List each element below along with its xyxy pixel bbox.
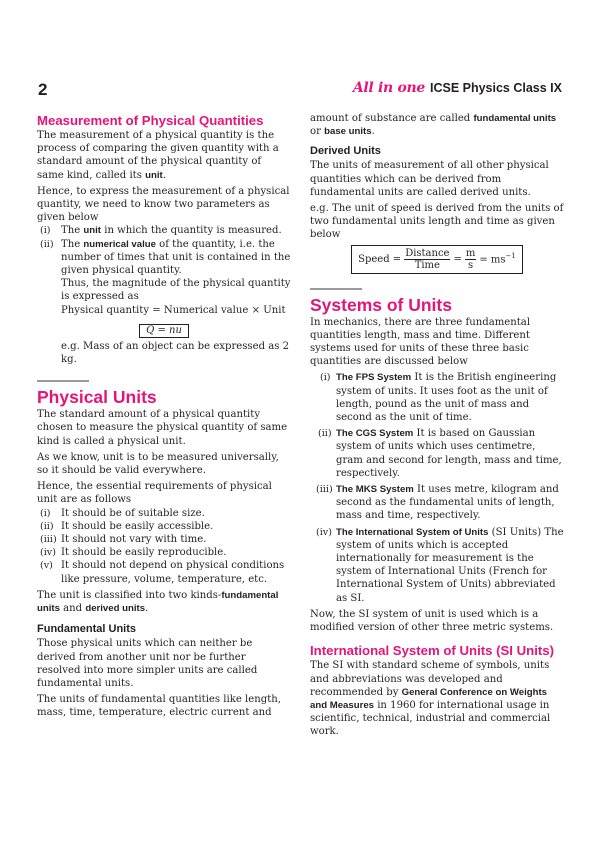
- list-item: (iv) It should be easily reproducible.: [40, 547, 227, 559]
- si-modified-paragraph: Now, the SI system of unit is used which is a modified version of other three metric systems.: [310, 608, 554, 634]
- speed-formula-box: Speed = $\frac{\text{Distance}}{\text{Time}}$ = $\frac{m}{s}$ = $ms^{-1}$: [351, 245, 523, 274]
- parameters-paragraph: Hence, to express the measurement of a physical quantity, we need to know two parameters as given below: [37, 185, 290, 224]
- physical-units-heading: Physical Units: [37, 387, 157, 408]
- m-s-fraction: $\frac{m}{s}$: [465, 247, 476, 271]
- si-paragraph: The SI with standard scheme of symbols, units and abbreviations was developed and recommended by General Conference on Weights and Measures in 1960 for international usage in scientific, technical, industrial and commercial work.: [310, 660, 551, 738]
- universal-paragraph: As we know, unit is to be measured universally, so it should be valid everywhere.: [37, 451, 279, 477]
- measurement-heading: Measurement of Physical Quantities: [37, 113, 264, 128]
- systems-heading: Systems of Units: [310, 294, 452, 315]
- page-number: 2: [38, 80, 48, 99]
- quantity-equation: Physical quantity = Numerical value × Unit: [61, 304, 286, 316]
- list-item: (iv) The International System of Units (SI Units) The system of units which is accepted internationally for measurement is the system of International Units (French for International System of Units) abbreviated as SI.: [316, 526, 564, 604]
- speed-formula-wrap: [310, 245, 564, 274]
- right-column: [310, 112, 564, 739]
- speed-example: e.g. The unit of speed is derived from the units of two fundamental units length and time as given below: [310, 203, 564, 241]
- fundamental-definition: Those physical units which can neither be derived from another unit nor be further resolved into more simpler units are called fundamental units.: [37, 638, 258, 689]
- list-item: (i) It should be of suitable size.: [40, 507, 205, 519]
- list-item: (ii) It should be easily accessible.: [40, 520, 214, 532]
- requirements-intro: Hence, the essential requirements of physical unit are as follows: [37, 481, 272, 506]
- classification-paragraph: The unit is classified into two kinds-fundamental units and derived units.: [37, 589, 279, 615]
- list-item: (ii) The numerical value of the quantity, i.e. the number of times that unit is contained in the given physical quantity.: [40, 238, 291, 277]
- systems-intro: In mechanics, there are three fundamental quantities length, mass and time. Different systems used for units of these three basic quantities are discussed below: [310, 316, 531, 368]
- left-column: [37, 112, 291, 720]
- physical-units-definition: The standard amount of a physical quantity chosen to measure the physical quantity of same kind is called a physical unit.: [37, 409, 288, 447]
- list-item: (i) The FPS System It is the British engineering system of units. It uses foot as the unit of length, pound as the unit of mass and second as the unit of time.: [320, 372, 557, 424]
- list-item: (v) It should not depend on physical conditions like pressure, volume, temperature, etc.: [40, 560, 285, 585]
- example-text: e.g. Mass of an object can be expressed as 2 kg.: [61, 340, 290, 366]
- thus-paragraph: Thus, the magnitude of the physical quantity is expressed as: [61, 278, 291, 303]
- brand-logo: All in one: [352, 80, 425, 96]
- derived-definition: The units of measurement of all other physical quantities which can be derived from fundamental units are called derived units.: [310, 160, 549, 198]
- list-item: (iii) The MKS System It uses metre, kilogram and second as the fundamental units of length, mass and time, respectively.: [316, 484, 559, 522]
- list-item: (iii) It should not vary with time.: [40, 534, 207, 546]
- running-header: [353, 80, 562, 96]
- fundamental-quantities: The units of fundamental quantities like length, mass, time, temperature, electric current and: [37, 694, 281, 719]
- formula-box: Q = nu: [139, 324, 189, 338]
- section-divider: [310, 288, 362, 290]
- list-item: (ii) The CGS System It is based on Gaussian system of units which uses centimetre, gram and second for length, mass and time, respectively.: [318, 428, 562, 479]
- section-divider: [37, 380, 89, 382]
- fundamental-units-heading: Fundamental Units: [37, 623, 137, 636]
- continued-paragraph: amount of substance are called fundamental units or base units.: [310, 113, 557, 138]
- formula-box-wrap: [37, 318, 291, 338]
- list-item: (i) The unit in which the quantity is measured.: [40, 225, 282, 237]
- book-title: ICSE Physics Class IX: [429, 81, 562, 95]
- si-heading: International System of Units (SI Units): [310, 643, 554, 659]
- derived-units-heading: Derived Units: [310, 145, 381, 158]
- measurement-paragraph: The measurement of a physical quantity is the process of comparing the given quantity with a standard amount of the physical quantity of same kind, called its unit.: [37, 130, 279, 181]
- systems-list: [310, 371, 564, 604]
- distance-time-fraction: $\frac{\text{Distance}}{\text{Time}}$: [405, 247, 450, 271]
- requirements-list: [37, 507, 291, 586]
